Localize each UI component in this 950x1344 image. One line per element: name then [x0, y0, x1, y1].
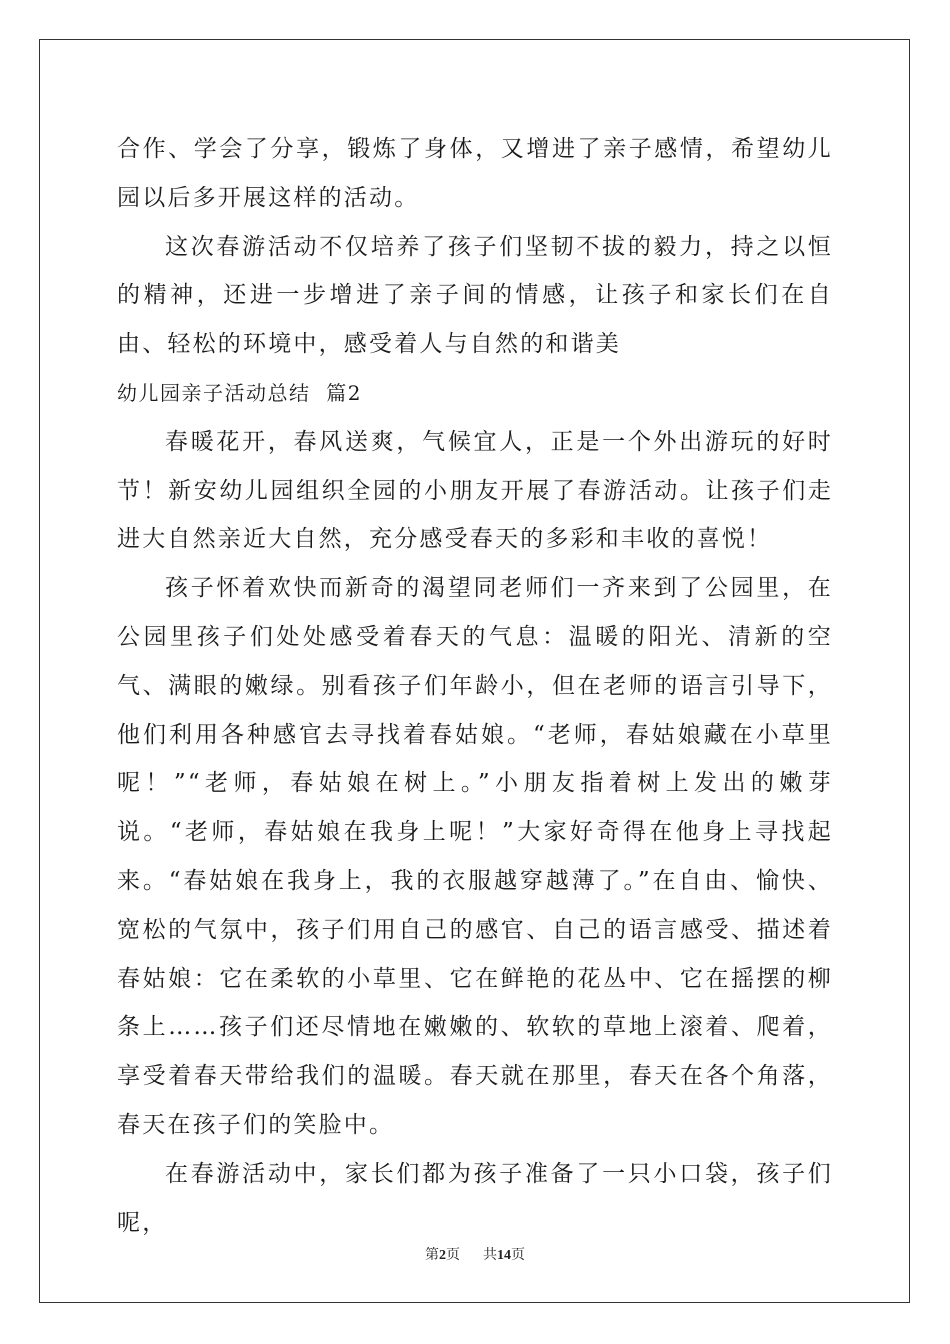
total-pages: 14: [497, 1248, 511, 1263]
page-footer: [0, 1247, 950, 1265]
paragraph-summary: 这次春游活动不仅培养了孩子们坚韧不拔的毅力，持之以恒的精神，还进一步增进了亲子间的情感，让孩子和家长们在自由、轻松的环境中，感受着人与自然的和谐美: [117, 233, 833, 358]
paragraph-continued: 合作、学会了分享，锻炼了身体，又增进了亲子感情，希望幼儿园以后多开展这样的活动。: [117, 136, 833, 211]
page-number: 2: [439, 1248, 446, 1263]
paragraph-bags: 在春游活动中，家长们都为孩子准备了一只小口袋，孩子们呢，: [117, 1160, 833, 1236]
document-body: [117, 125, 833, 1247]
paragraph-park: 孩子怀着欢快而新奇的渴望同老师们一齐来到了公园里，在公园里孩子们处处感受着春天的气息：温暖的阳光、清新的空气、满眼的嫩绿。别看孩子们年龄小，但在老师的语言引导下，他们利用各种感官去寻找着春姑娘。“老师，春姑娘藏在小草里呢！”“老师，春姑娘在树上。”小朋友指着树上发出的嫩芽说。“老师，春姑娘在我身上呢！”大家好奇得在他身上寻找起来。“春姑娘在我身上，我的衣服越穿越薄了。”在自由、愉快、宽松的气氛中，孩子们用自己的感官、自己的语言感受、描述着春姑娘：它在柔软的小草里、它在鲜艳的花丛中、它在摇摆的柳条上……孩子们还尽情地在嫩嫩的、软软的草地上滚着、爬着，享受着春天带给我们的温暖。春天就在那里，春天在各个角落，春天在孩子们的笑脸中。: [117, 575, 833, 1138]
total-pages-label: 共14页: [483, 1248, 525, 1263]
section-heading: 幼儿园亲子活动总结 篇2: [117, 380, 362, 405]
paragraph-intro: 春暖花开，春风送爽，气候宜人，正是一个外出游玩的好时节！新安幼儿园组织全园的小朋友开展了春游活动。让孩子们走进大自然亲近大自然，充分感受春天的多彩和丰收的喜悦！: [117, 428, 833, 553]
page-label: 第2页: [425, 1248, 460, 1263]
